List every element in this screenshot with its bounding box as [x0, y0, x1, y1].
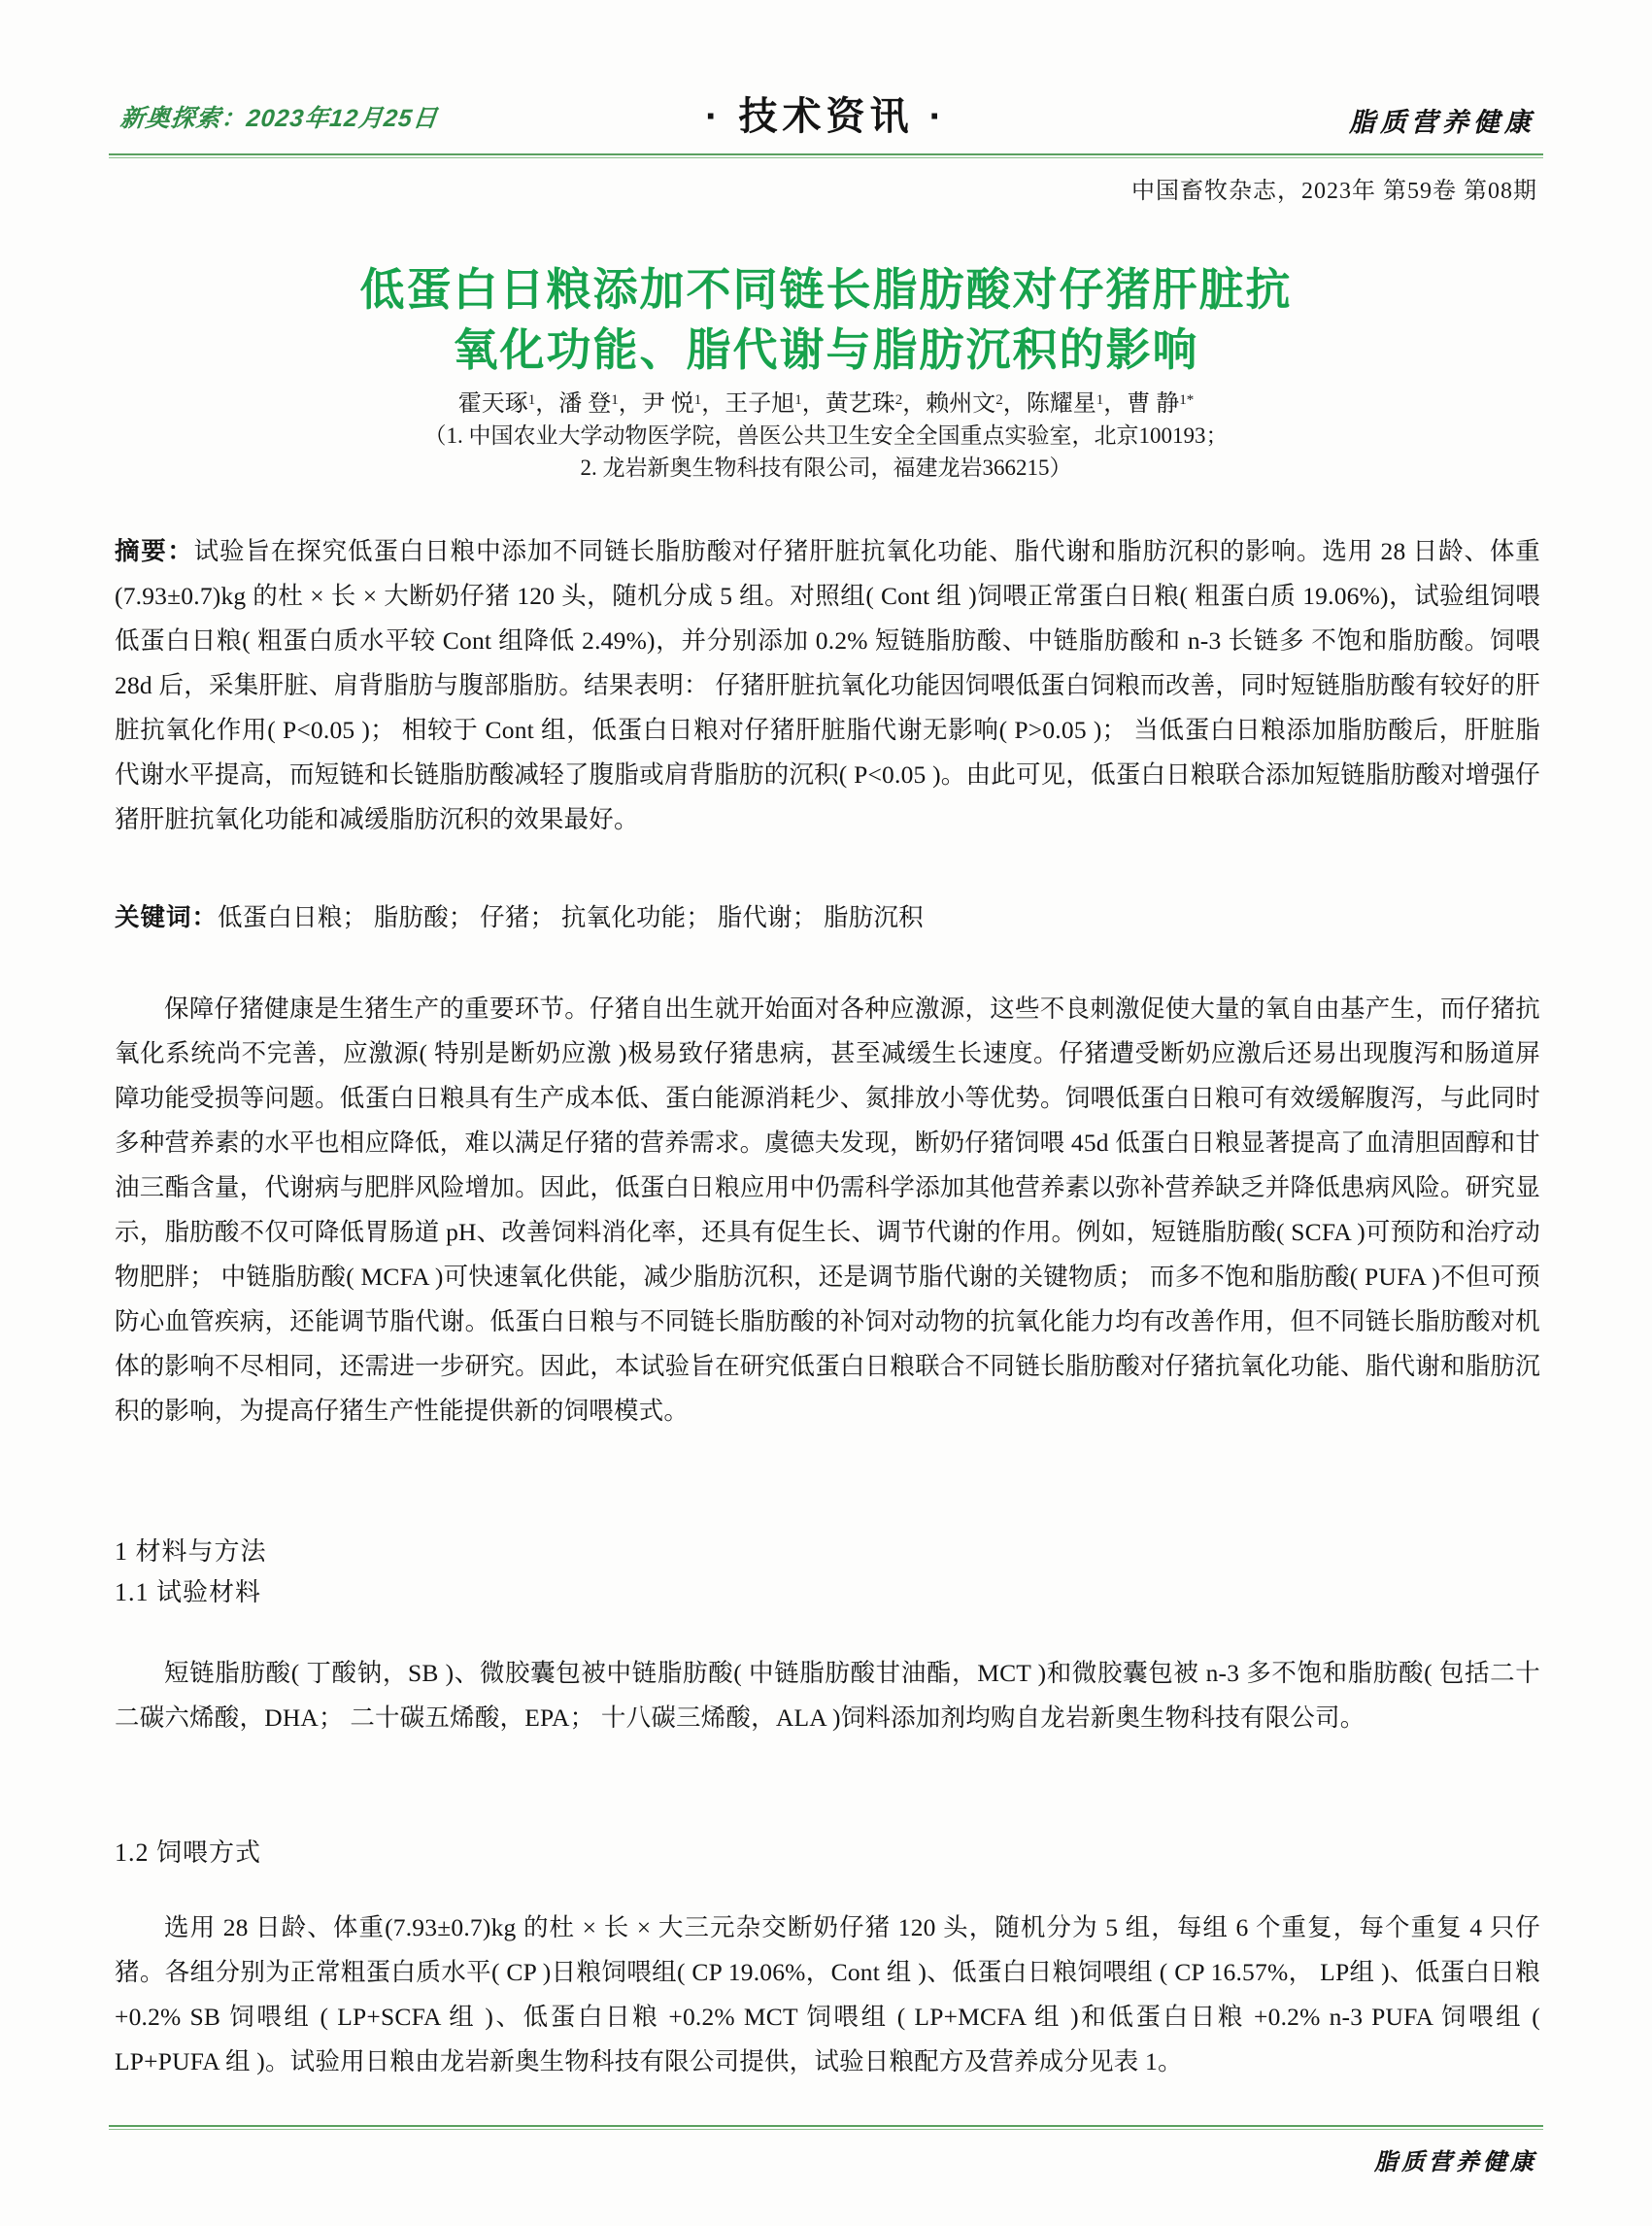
author-list: 霍天琢$^1$，潘 登$^1$，尹 悦$^1$，王子旭$^1$，黄艺珠$^2$，赖州文$^2$，陈耀星$^1$，曹 静$^{1*}$ — [457, 391, 1195, 417]
page-title-line-1: 低蛋白日粮添加不同链长脂肪酸对仔猪肝脏抗 — [359, 263, 1293, 315]
affiliation-line-2: 2. 龙岩新奥生物科技有限公司，福建龙岩366215） — [580, 455, 1072, 480]
running-head-brand: 脂质营养健康 — [1349, 108, 1535, 137]
affiliations — [194, 420, 1458, 484]
footer-divider-rule — [109, 2125, 1543, 2130]
keywords-paragraph — [115, 895, 1540, 940]
page-title-line-2: 氧化功能、脂代谢与脂肪沉积的影响 — [453, 323, 1199, 375]
section-1-1-block — [115, 1651, 1540, 1740]
section-heading-1-2: 1.2 饲喂方式 — [115, 1838, 262, 1867]
section-heading-1-1: 1.1 试验材料 — [115, 1578, 262, 1606]
running-head-date: 新奥探索：2023年12月25日 — [118, 105, 440, 132]
running-head-section-title: · 技术资讯 · — [705, 95, 947, 138]
running-head — [109, 93, 1543, 153]
abstract-block — [115, 529, 1540, 842]
header-divider-rule — [109, 153, 1543, 158]
section-heading-1: 1 材料与方法 — [115, 1537, 267, 1566]
introduction-paragraph: 保障仔猪健康是生猪生产的重要环节。仔猪自出生就开始面对各种应激源，这些不良刺激促使大量的氧自由基产生，而仔猪抗氧化系统尚不完善，应激源( 特别是断奶应激 )极易致仔猪患病，甚至减缓生长速度。仔猪遭受断奶应激后还易出现腹泻和肠道屏障功能受损等问题。低蛋白日粮具有生产成本低、蛋白能源消耗少、氮排放小等优势。饲喂低蛋白日粮可有效缓解腹泻，与此同时多种营养素的水平也相应降低，难以满足仔猪的营养需求。虞德夫发现，断奶仔猪饲喂 45d 低蛋白日粮显著提高了血清胆固醇和甘油三酯含量，代谢病与肥胖风险增加。因此，低蛋白日粮应用中仍需科学添加其他营养素以弥补营养缺乏并降低患病风险。研究显示，脂肪酸不仅可降低胃肠道 pH、改善饲料消化率，还具有促生长、调节代谢的作用。例如，短链脂肪酸( SCFA )可预防和治疗动物肥胖； 中链脂肪酸( MCFA )可快速氧化供能，减少脂肪沉积，还是调节脂代谢的关键物质； 而多不饱和脂肪酸( PUFA )不但可预防心血管疾病，还能调节脂代谢。低蛋白日粮与不同链长脂肪酸的补饲对动物的抗氧化能力均有改善作用，但不同链长脂肪酸对机体的影响不尽相同，还需进一步研究。因此，本试验旨在研究低蛋白日粮联合不同链长脂肪酸对仔猪抗氧化功能、脂代谢和脂肪沉积的影响，为提高仔猪生产性能提供新的饲喂模式。 — [115, 995, 1540, 1425]
keywords-block — [115, 895, 1540, 940]
section-1-2-paragraph: 选用 28 日龄、体重(7.93±0.7)kg 的杜 × 长 × 大三元杂交断奶仔猪 120 头，随机分为 5 组，每组 6 个重复，每个重复 4 只仔猪。各组分别为正常粗蛋白质水平( CP )日粮饲喂组( CP 19.06%，Cont 组 )、低蛋白日粮饲喂组 ( CP 16.57%， LP组 )、低蛋白日粮 +0.2% SB 饲喂组 ( LP+SCFA 组 )、低蛋白日粮 +0.2% MCT 饲喂组 ( LP+MCFA 组 )和低蛋白日粮 +0.2% n-3 PUFA 饲喂组 ( LP+PUFA 组 )。试验用日粮由龙岩新奥生物科技有限公司提供，试验日粮配方及营养成分见表 1。 — [115, 1913, 1540, 2075]
introduction-block — [115, 987, 1540, 1433]
section-1-1-paragraph: 短链脂肪酸( 丁酸钠，SB )、微胶囊包被中链脂肪酸( 中链脂肪酸甘油酯，MCT )和微胶囊包被 n-3 多不饱和脂肪酸( 包括二十二碳六烯酸，DHA； 二十碳五烯酸，EPA； 十八碳三烯酸，ALA )饲料添加剂均购自龙岩新奥生物科技有限公司。 — [115, 1659, 1540, 1732]
footer-brand: 脂质营养健康 — [1374, 2150, 1537, 2175]
page-title — [146, 259, 1506, 380]
keywords-text: 低蛋白日粮； 脂肪酸； 仔猪； 抗氧化功能； 脂代谢； 脂肪沉积 — [218, 903, 924, 931]
journal-citation-line: 中国畜牧杂志，2023年 第59卷 第08期 — [1131, 179, 1537, 204]
affiliation-line-1: （1. 中国农业大学动物医学院，兽医公共卫生安全全国重点实验室，北京100193； — [423, 423, 1229, 448]
keywords-label: 关键词： — [115, 903, 219, 931]
abstract-label: 摘要： — [115, 537, 194, 565]
abstract-text: 试验旨在探究低蛋白日粮中添加不同链长脂肪酸对仔猪肝脏抗氧化功能、脂代谢和脂肪沉积的影响。选用 28 日龄、体重(7.93±0.7)kg 的杜 × 长 × 大断奶仔猪 120 头，随机分成 5 组。对照组( Cont 组 )饲喂正常蛋白日粮( 粗蛋白质 19.06%)，试验组饲喂低蛋白日粮( 粗蛋白质水平较 Cont 组降低 2.49%)，并分别添加 0.2% 短链脂肪酸、中链脂肪酸和 n-3 长链多 不饱和脂肪酸。饲喂 28d 后，采集肝脏、肩背脂肪与腹部脂肪。结果表明： 仔猪肝脏抗氧化功能因饲喂低蛋白饲粮而改善，同时短链脂肪酸有较好的肝脏抗氧化作用( P<0.05 )； 相较于 Cont 组，低蛋白日粮对仔猪肝脏脂代谢无影响( P>0.05 )； 当低蛋白日粮添加脂肪酸后，肝脏脂代谢水平提高，而短链和长链脂肪酸减轻了腹脂或肩背脂肪的沉积( P<0.05 )。由此可见，低蛋白日粮联合添加短链脂肪酸对增强仔猪肝脏抗氧化功能和减缓脂肪沉积的效果最好。 — [115, 537, 1540, 833]
abstract-paragraph — [115, 529, 1540, 842]
section-1-2-block — [115, 1906, 1540, 2084]
